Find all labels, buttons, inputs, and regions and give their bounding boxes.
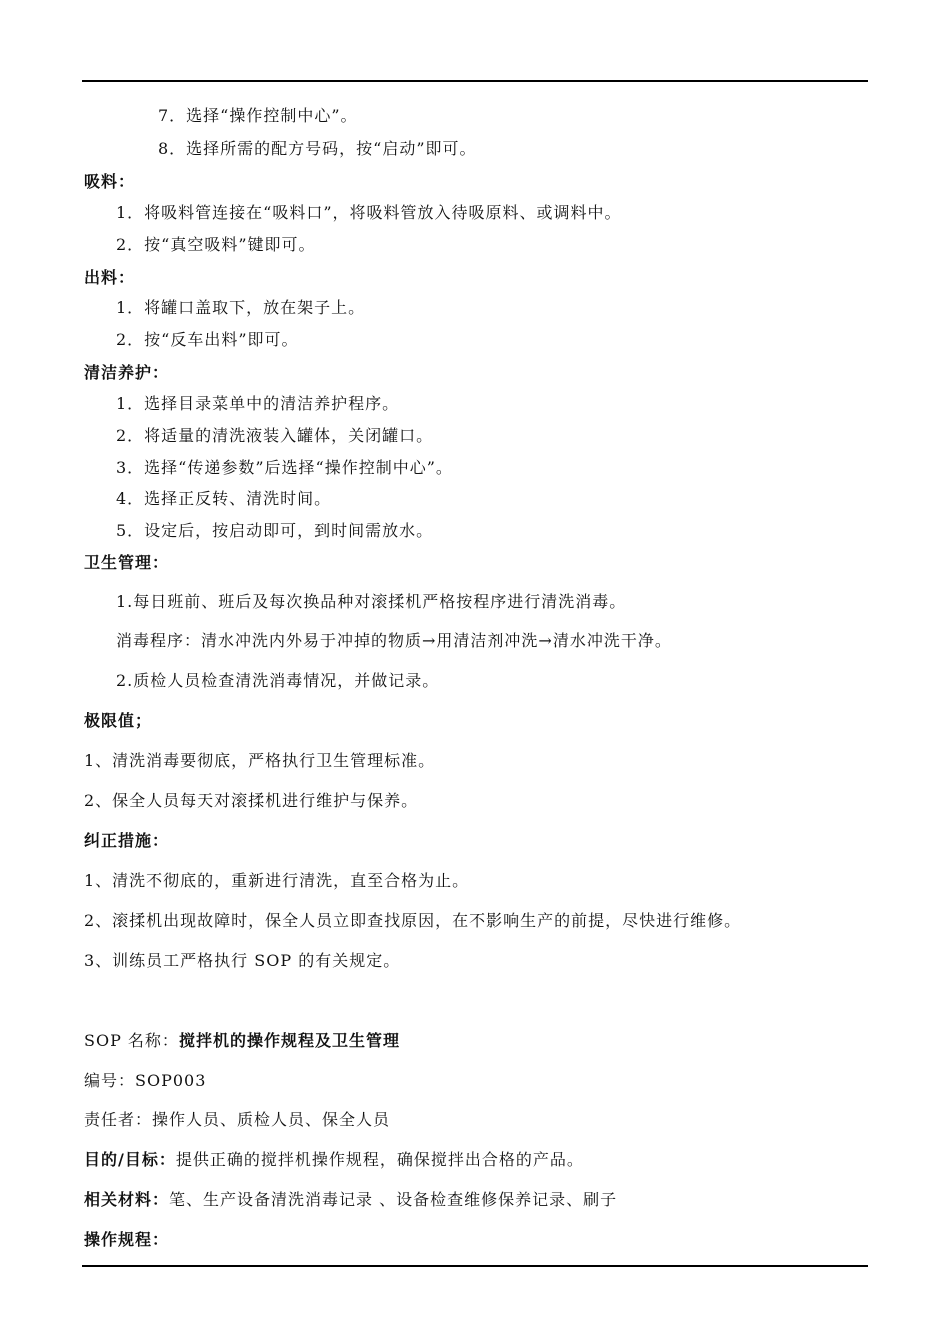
section-heading-discharge: 出料： [84,268,136,287]
sop-materials-value: 笔、生产设备清洗消毒记录 、设备检查维修保养记录、刷子 [169,1190,618,1209]
sop-responsible: 责任者：操作人员、质检人员、保全人员 [84,1110,391,1129]
cleaning-step-5: 5．设定后，按启动即可，到时间需放水。 [116,521,434,540]
hygiene-disinfection-procedure: 消毒程序：清水冲洗内外易于冲掉的物质→用清洁剂冲洗→清水冲洗干净。 [116,631,672,650]
footer-rule [82,1265,868,1267]
section-heading-operating-procedure: 操作规程： [84,1230,170,1249]
step-8: 8．选择所需的配方号码，按“启动”即可。 [158,139,477,158]
discharge-step-1: 1．将罐口盖取下，放在架子上。 [116,298,366,317]
section-heading-limits: 极限值； [84,711,153,730]
suction-step-2: 2．按“真空吸料”键即可。 [116,235,316,254]
sop-materials-label: 相关材料： [84,1190,170,1209]
hygiene-item-2: 2.质检人员检查清洗消毒情况，并做记录。 [116,671,440,690]
cleaning-step-1: 1．选择目录菜单中的清洁养护程序。 [116,394,400,413]
corrective-item-1: 1、清洗不彻底的，重新进行清洗，直至合格为止。 [84,871,470,890]
cleaning-step-3: 3．选择“传递参数”后选择“操作控制中心”。 [116,458,453,477]
suction-step-1: 1．将吸料管连接在“吸料口”，将吸料管放入待吸原料、或调料中。 [116,203,622,222]
section-heading-suction: 吸料： [84,172,136,191]
hygiene-item-1: 1.每日班前、班后及每次换品种对滚揉机严格按程序进行清洗消毒。 [116,592,627,611]
limits-item-1: 1、清洗消毒要彻底，严格执行卫生管理标准。 [84,751,436,770]
section-heading-corrective: 纠正措施： [84,831,170,850]
step-7: 7．选择“操作控制中心”。 [158,106,358,125]
section-heading-cleaning: 清洁养护： [84,363,170,382]
sop-materials [84,1190,617,1210]
corrective-item-3: 3、训练员工严格执行 SOP 的有关规定。 [84,951,401,970]
sop-purpose-value: 提供正确的搅拌机操作规程，确保搅拌出合格的产品。 [175,1150,584,1169]
section-heading-hygiene: 卫生管理： [84,553,170,572]
sop-number: 编号：SOP003 [84,1071,207,1090]
sop-title-label: SOP 名称： [84,1031,179,1050]
sop-purpose [84,1150,584,1170]
sop-purpose-label: 目的/目标： [84,1150,176,1169]
corrective-item-2: 2、滚揉机出现故障时，保全人员立即查找原因，在不影响生产的前提，尽快进行维修。 [84,911,742,930]
cleaning-step-2: 2．将适量的清洗液装入罐体，关闭罐口。 [116,426,434,445]
header-rule [82,80,868,82]
cleaning-step-4: 4．选择正反转、清洗时间。 [116,489,332,508]
sop-title-value: 搅拌机的操作规程及卫生管理 [178,1031,400,1050]
discharge-step-2: 2．按“反车出料”即可。 [116,330,299,349]
sop-title [84,1031,400,1051]
limits-item-2: 2、保全人员每天对滚揉机进行维护与保养。 [84,791,419,810]
